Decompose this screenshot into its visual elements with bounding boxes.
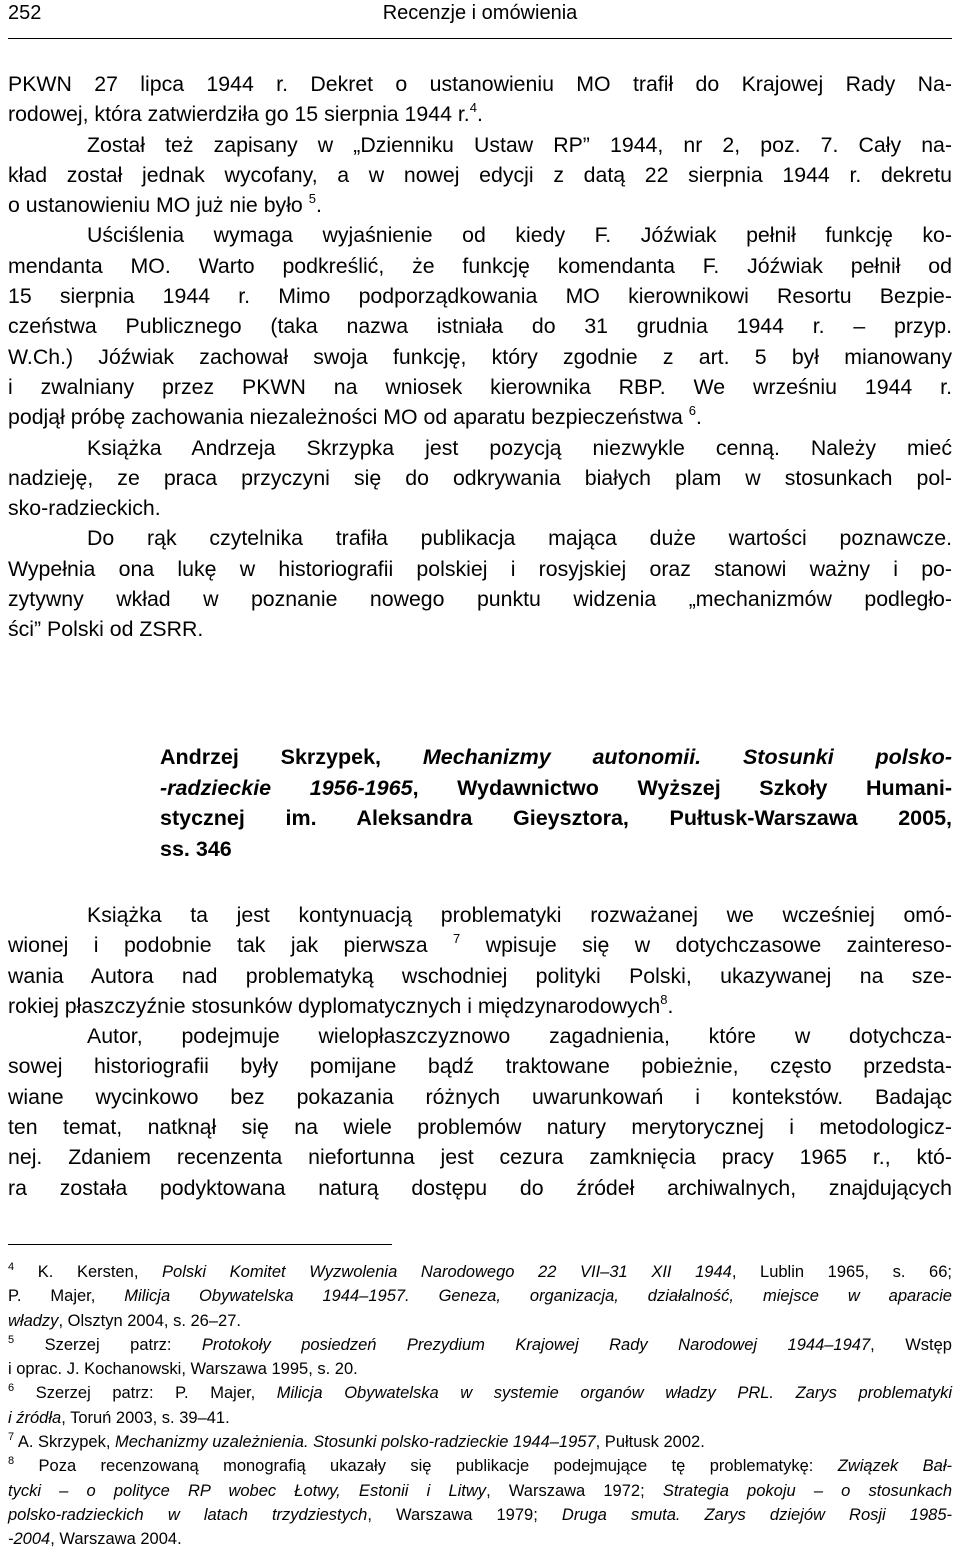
- footnote-8: $^8$ Poza recenzowaną monografią ukazały się publikacje podejmujące tę problematykę: Związek Bał-: [8, 1455, 952, 1476]
- footnote-separator: [8, 1244, 392, 1245]
- review-body: [8, 900, 952, 1203]
- text-line: ten temat, natknął się na wiele problemów natury merytorycznej i metodologicz-: [8, 1115, 952, 1140]
- footnote-4-cont: władzy, Olsztyn 2004, s. 26–27.: [8, 1311, 241, 1330]
- citation-line: -radzieckie 1956-1965, Wydawnictwo Wyższej Szkoły Humani-: [160, 775, 953, 800]
- text-line: ści” Polski od ZSRR.: [8, 617, 204, 642]
- footnote-5: $^5$ Szerzej patrz: Protokoły posiedzeń Prezydium Krajowej Rady Narodowej 1944–1947, Wstęp: [8, 1333, 952, 1354]
- footnote-ref: 6: [688, 403, 696, 419]
- text-line: kład został jednak wycofany, a w nowej edycji z datą 22 sierpnia 1944 r. dekretu: [8, 162, 952, 187]
- text-line: rokiej płaszczyźnie stosunków dyplomatycznych i międzynarodowych$^8$.: [8, 991, 674, 1018]
- review-continuation: [8, 69, 952, 645]
- footnote-4-cont: P. Majer, Milicja Obywatelska 1944–1957. Geneza, organizacja, działalność, miejsce w aparacie: [8, 1287, 952, 1306]
- text-line: i zwalniany przez PKWN na wniosek kierownika RBP. We wrześniu 1944 r.: [8, 374, 952, 399]
- text-line: sowej historiografii były pomijane bądź traktowane pobieżnie, często przedsta-: [8, 1054, 952, 1079]
- text-line: ra została podyktowana naturą dostępu do źródeł archiwalnych, znajdujących: [8, 1175, 952, 1200]
- book-title: Mechanizmy autonomii. Stosunki polsko-: [422, 745, 952, 769]
- text-line: Książka ta jest kontynuacją problematyki rozważanej we wcześniej omó-: [87, 903, 952, 927]
- text-line: Do rąk czytelnika trafiła publikacja mająca duże wartości poznawcze.: [87, 526, 952, 551]
- text-line: PKWN 27 lipca 1944 r. Dekret o ustanowieniu MO trafił do Krajowej Rady Na-: [8, 72, 952, 96]
- text-line: zytywny wkład w poznanie nowego punktu widzenia „mechanizmów podległo-: [8, 587, 952, 612]
- running-header: [8, 0, 952, 39]
- footnote-8-cont: -2004, Warszawa 2004.: [8, 1530, 182, 1549]
- page-number: 252: [8, 2, 42, 24]
- citation-line: stycznej im. Aleksandra Gieysztora, Pułtusk-Warszawa 2005,: [160, 806, 952, 830]
- text-line: nej. Zdaniem recenzenta niefortunna jest cezura zamknięcia pracy 1965 r., któ-: [8, 1145, 952, 1170]
- text-line: sko-radzieckich.: [8, 496, 161, 521]
- text-line: Książka Andrzeja Skrzypka jest pozycją niezwykle cenną. Należy mieć: [87, 435, 952, 460]
- text-line: podjął próbę zachowania niezależności MO od aparatu bezpieczeństwa $^6$.: [8, 403, 702, 430]
- text-line: wiane wycinkowo bez pokazania różnych uwarunkowań i kontekstów. Badając: [8, 1084, 952, 1109]
- footnotes: [8, 1260, 952, 1552]
- footnote-ref: 5: [308, 191, 316, 207]
- footnote-4: $^4$ K. Kersten, Polski Komitet Wyzwolenia Narodowego 22 VII–31 XII 1944, Lublin 1965, s. 66;: [8, 1261, 952, 1281]
- book-citation: [160, 742, 952, 864]
- footnote-8-cont: tycki – o polityce RP wobec Łotwy, Estonii i Litwy, Warszawa 1972; Strategia pokoju – o stosunkach: [8, 1481, 952, 1500]
- text-line: W.Ch.) Jóźwiak zachował swoja funkcję, który zgodnie z art. 5 był mianowany: [8, 344, 952, 369]
- text-line: Autor, podejmuje wielopłaszczyznowo zagadnienia, które w dotychcza-: [87, 1024, 952, 1049]
- text-line: wania Autora nad problematyką wschodniej polityki Polski, ukazywanej na sze-: [8, 963, 952, 988]
- book-author: Andrzej Skrzypek,: [160, 745, 382, 769]
- text-line: Uściślenia wymaga wyjaśnienie od kiedy F. Jóźwiak pełnił funkcję ko-: [87, 223, 952, 248]
- citation-pages: ss. 346: [160, 836, 232, 861]
- footnote-ref: 8: [660, 991, 668, 1007]
- footnote-6: $^6$ Szerzej patrz: P. Majer, Milicja Obywatelska w systemie organów władzy PRL. Zarys problematyki: [8, 1382, 952, 1403]
- book-title-cont: -radzieckie 1956-1965: [160, 775, 413, 800]
- text-line: o ustanowieniu MO już nie było $^5$.: [8, 191, 322, 218]
- text-line: Został też zapisany w „Dzienniku Ustaw RP” 1944, nr 2, poz. 7. Cały na-: [87, 132, 952, 157]
- footnote-ref: 4: [469, 100, 477, 116]
- footnote-7: $^7$ A. Skrzypek, Mechanizmy uzależnienia. Stosunki polsko-radzieckie 1944–1957, Pułtusk 2002.: [8, 1431, 705, 1452]
- text-line: nadzieję, ze praca przyczyni się do odkrywania białych plam w stosunkach pol-: [8, 465, 952, 490]
- text-line: czeństwa Publicznego (taka nazwa istniała do 31 grudnia 1944 r. – przyp.: [8, 314, 952, 339]
- footnote-6-cont: i źródła, Toruń 2003, s. 39–41.: [8, 1408, 230, 1427]
- footnote-5-cont: i oprac. J. Kochanowski, Warszawa 1995, s. 20.: [8, 1360, 358, 1379]
- text-line: wionej i podobnie tak jak pierwsza $^7$ wpisuje się w dotychczasowe zaintereso-: [8, 931, 952, 958]
- citation-line: [160, 742, 952, 773]
- footnote-ref: 7: [453, 931, 461, 947]
- text-line: mendanta MO. Warto podkreślić, że funkcję komendanta F. Jóźwiak pełnił od: [8, 253, 952, 278]
- running-title: Recenzje i omówienia: [382, 2, 578, 24]
- text-line: Wypełnia ona lukę w historiografii polskiej i rosyjskiej oraz stanowi ważny i po-: [8, 556, 952, 581]
- text-line: 15 sierpnia 1944 r. Mimo podporządkowania MO kierownikowi Resortu Bezpie-: [8, 284, 952, 309]
- footnote-8-cont: polsko-radzieckich w latach trzydziestych, Warszawa 1979; Druga smuta. Zarys dziejów Rosji 1985-: [8, 1505, 953, 1524]
- text-line: rodowej, która zatwierdziła go 15 sierpnia 1944 r.$^4$.: [8, 100, 483, 127]
